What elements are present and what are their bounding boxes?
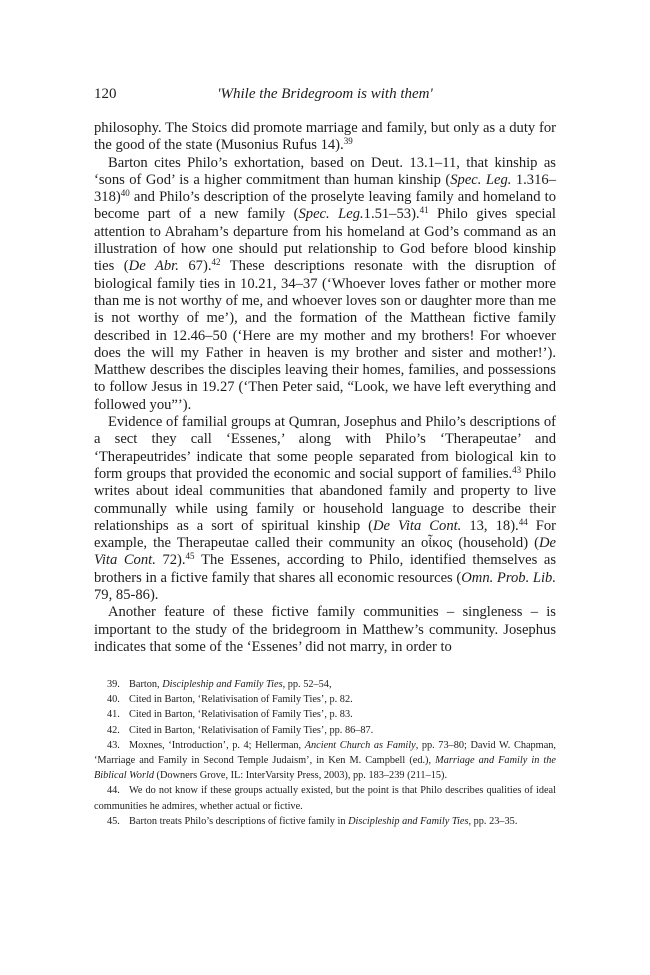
footnote-ref-41: 41 xyxy=(419,205,429,216)
text-run: These descriptions resonate with the disruption of biological family ties in 10.21, 34–37 (‘Whoever loves father or mother more than me is not worthy of me, and whoever loves son or daughter more than me is not worthy of me’), and the formation of the Matthean fictive family described in 12.46–50 (‘Here are my mother and my brothers! For whoever does the will my Father in heaven is my brother and sister and mother!’). Matthew describes the disciples leaving their homes, families, and possessions to follow Jesus in 19.27 (‘Then Peter said, “Look, we have left everything and followed you”’). xyxy=(94,258,556,413)
footnote-ref-44: 44 xyxy=(518,516,528,527)
citation-italic: Discipleship and Family Ties xyxy=(162,679,283,690)
citation-italic: De Abr. xyxy=(128,258,179,275)
footnote-ref-43: 43 xyxy=(512,464,522,475)
text-run: Philo gives special attention to Abraham’s departure from his homeland at God’s command as an illustration of how one should put relationship to God before blood kinship ties ( xyxy=(94,206,556,275)
citation-italic: Marriage and Family in the Biblical World xyxy=(94,755,557,782)
citation-italic: Discipleship and Family Ties xyxy=(348,815,469,827)
text-run: Barton cites Philo’s exhortation, based on Deut. 13.1–11, that kinship as ‘sons of God’ is a higher commitment than human kinship ( xyxy=(94,154,556,188)
text-run: We do not know if these groups actually existed, but the point is that Philo describes qualities of ideal communities he admires, whether actual or fictive. xyxy=(94,785,556,812)
main-text xyxy=(94,120,556,656)
footnote-45 xyxy=(94,814,556,829)
text-run: Barton treats Philo’s descriptions of fictive family in xyxy=(129,815,349,827)
text-run: The Essenes, according to Philo, identified themselves as brothers in a fictive family that shares all economic resources ( xyxy=(94,552,556,586)
page-number: 120 xyxy=(94,86,117,102)
footnote-number: 44. xyxy=(107,785,120,797)
footnote-ref-40: 40 xyxy=(120,188,130,199)
page-header xyxy=(94,86,556,106)
paragraph-4-text: Another feature of these fictive family communities – singleness – is important to the study of the bridegroom in Matthew’s community. Josephus indicates that some of the ‘Essenes’ did not marry, in order to xyxy=(94,604,556,655)
footnote-number: 39. xyxy=(107,679,120,690)
footnote-number: 40. xyxy=(107,694,120,706)
footnote-43 xyxy=(94,738,556,784)
footnote-ref-42: 42 xyxy=(211,257,221,268)
footnote-number: 41. xyxy=(107,709,120,721)
footnote-41 xyxy=(94,707,556,722)
text-run: Barton, xyxy=(129,679,163,690)
text-run: , pp. 52–54, xyxy=(282,679,332,690)
text-run: 13, 18). xyxy=(461,517,519,534)
text-run: 1.51–53). xyxy=(363,206,420,223)
paragraph-4 xyxy=(94,604,556,656)
text-run: , pp. 23–35. xyxy=(468,815,518,827)
text-run: Moxnes, ‘Introduction’, p. 4; Hellerman, xyxy=(129,739,305,751)
running-head: 'While the Bridegroom is with them' xyxy=(217,86,433,102)
citation-italic: Spec. Leg. xyxy=(298,206,364,223)
footnote-40 xyxy=(94,692,556,707)
paragraph-1 xyxy=(94,120,556,155)
text-run: 1.316–318) xyxy=(94,171,556,206)
text-run: 72). xyxy=(155,552,186,569)
text-run: Cited in Barton, ‘Relativisation of Family Ties’, p. 82. xyxy=(129,694,353,706)
footnotes xyxy=(94,677,556,829)
citation-italic: Spec. Leg. xyxy=(450,171,512,188)
text-run: , pp. 73–80; David W. Chapman, ‘Marriage and Family in Second Temple Judaism’, in Ken M. Campbell (ed.), xyxy=(94,739,556,767)
footnote-42 xyxy=(94,723,556,738)
paragraph-1-text: philosophy. The Stoics did promote marriage and family, but only as a duty for the good of the state (Musonius Rufus 14). xyxy=(94,120,556,154)
text-run: Evidence of familial groups at Qumran, Josephus and Philo’s descriptions of a sect they call ‘Essenes,’ along with Philo’s ‘Therapeutae’ and ‘Therapeutrides’ indicate that some people separated from biological kin to form groups that provided the economic and social support of families. xyxy=(94,414,556,482)
footnote-number: 42. xyxy=(107,724,120,736)
text-run: Cited in Barton, ‘Relativisation of Family Ties’, pp. 86–87. xyxy=(129,724,374,736)
footnote-number: 45. xyxy=(107,815,120,827)
text-run: 79, 85-86). xyxy=(94,587,159,604)
footnote-44 xyxy=(94,783,556,813)
text-run: and Philo’s description of the proselyte leaving family and homeland to become part of a new family ( xyxy=(94,189,556,223)
footnote-number: 43. xyxy=(107,739,120,751)
citation-italic: Ancient Church as Family xyxy=(304,739,416,751)
text-run: For example, the Therapeutae called their community an οἶκος (household) ( xyxy=(94,517,556,552)
text-run: Philo writes about ideal communities that abandoned family and property to live communally while using family or household language to describe their relationships as a sort of spiritual kinship ( xyxy=(94,465,556,534)
text-run: 67). xyxy=(178,258,212,275)
text-run: (Downers Grove, IL: InterVarsity Press, 2003), pp. 183–239 (211–15). xyxy=(153,770,448,782)
paragraph-2 xyxy=(94,155,556,414)
citation-italic: Omn. Prob. Lib. xyxy=(461,569,557,586)
text-run: Cited in Barton, ‘Relativisation of Family Ties’, p. 83. xyxy=(129,709,353,721)
footnote-39 xyxy=(94,677,556,692)
footnote-ref-39: 39 xyxy=(343,136,353,147)
paragraph-3 xyxy=(94,414,556,604)
citation-italic: De Vita Cont. xyxy=(373,517,462,534)
citation-italic: De Vita Cont. xyxy=(94,535,556,569)
footnote-ref-45: 45 xyxy=(185,551,195,562)
